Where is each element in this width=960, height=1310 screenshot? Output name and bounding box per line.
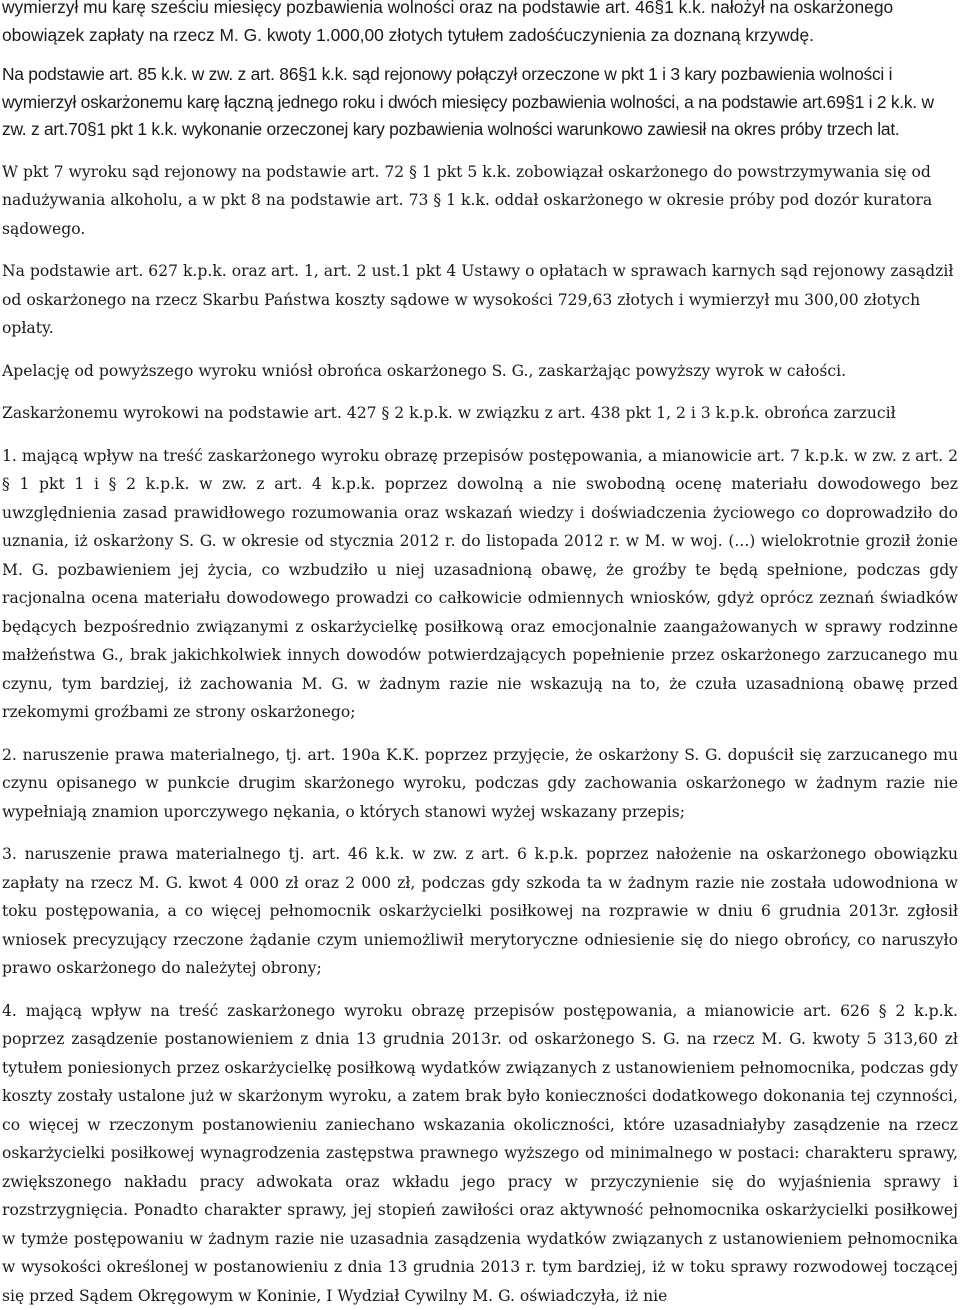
paragraph-gap: [0, 343, 960, 357]
paragraph-appeal-grounds-intro: Zaskarżonemu wyrokowi na podstawie art. 427 § 2 k.p.k. w związku z art. 438 pkt 1, 2 i 3 k.p.k. obrońca zarzucił: [0, 399, 960, 428]
appeal-ground-3: 3. naruszenie prawa materialnego tj. art. 46 k.k. w zw. z art. 6 k.p.k. poprzez nałożenie na oskarżonego obowiązku zapłaty na rzecz M. G. kwot 4 000 zł oraz 2 000 zł, podczas gdy szkoda ta w żadnym razie nie została udowodniona w toku postępowania, a co więcej pełnomocnik oskarżycielki posiłkowej na rozprawie w dniu 6 grudnia 2013r. zgłosił wniosek precyzujący rzeczone żądanie czym uniemożliwił merytoryczne odniesienie się do niego obrońcy, co naruszyło prawo oskarżonego do należytej obrony;: [0, 840, 960, 983]
paragraph-probation-obligations: W pkt 7 wyroku sąd rejonowy na podstawie art. 72 § 1 pkt 5 k.k. zobowiązał oskarżonego do powstrzymywania się od nadużywania alkoholu, a w pkt 8 na podstawie art. 73 § 1 k.k. oddał oskarżonego w okresie próby pod dozór kuratora sądowego.: [0, 158, 960, 244]
paragraph-gap: [0, 49, 960, 61]
paragraph-gap: [0, 385, 960, 399]
appeal-ground-2: 2. naruszenie prawa materialnego, tj. art. 190a K.K. poprzez przyjęcie, że oskarżony S. G. dopuścił się zarzucanego mu czynu opisanego w punkcie drugim skarżonego wyroku, podczas gdy zachowania oskarżonego w żadnym razie nie wypełniają znamion uporczywego nękania, o których stanowi wyżej wskazany przepis;: [0, 741, 960, 827]
paragraph-gap: [0, 826, 960, 840]
appeal-ground-4: 4. mającą wpływ na treść zaskarżonego wyroku obrazę przepisów postępowania, a mianowicie art. 626 § 2 k.p.k. poprzez zasądzenie postanowieniem z dnia 13 grudnia 2013r. od oskarżonego S. G. na rzecz M. G. kwoty 5 313,60 zł tytułem poniesionych przez oskarżycielkę posiłkową wydatków związanych z ustanowieniem pełnomocnika, podczas gdy koszty zostały ustalone już w skarżonym wyroku, a zatem brak było konieczności dodatkowego dokonania tej czynności, co więcej w rzeczonym postanowieniu zaniechano wskazania okoliczności, które uzasadniałyby zasądzenie na rzecz oskarżycielki posiłkowej wynagrodzenia zastępstwa prawnego wyższego od minimalnego w postaci: charakteru sprawy, zwiększonego nakładu pracy adwokata oraz wkładu jego pracy w przyczynienie się do wyjaśnienia sprawy i rozstrzygnięcia. Ponadto charakter sprawy, jej stopień zawiłości oraz aktywność pełnomocnika oskarżycielki posiłkowej w tymże postępowaniu w żadnym razie nie uzasadnia zasądzenia wydatków związanych z ustanowieniem pełnomocnika w wysokości określonej w postanowieniu z dnia 13 grudnia 2013 r. tym bardziej, iż w toku sprawy rozwodowej toczącej się przed Sądem Okręgowym w Koninie, I Wydział Cywilny M. G. oświadczyła, iż nie: [0, 997, 960, 1310]
paragraph-gap: [0, 144, 960, 158]
paragraph-sentence-fragment: wymierzył mu karę sześciu miesięcy pozbawienia wolności oraz na podstawie art. 46§1 k.k. nałożył na oskarżonego obowiązek zapłaty na rzecz M. G. kwoty 1.000,00 złotych tytułem zadośćuczynienia za doznaną krzywdę.: [0, 0, 960, 49]
paragraph-appeal: Apelację od powyższego wyroku wniósł obrońca oskarżonego S. G., zaskarżając powyższy wyrok w całości.: [0, 357, 960, 386]
paragraph-gap: [0, 727, 960, 741]
paragraph-gap: [0, 243, 960, 257]
paragraph-court-costs: Na podstawie art. 627 k.p.k. oraz art. 1, art. 2 ust.1 pkt 4 Ustawy o opłatach w sprawach karnych sąd rejonowy zasądził od oskarżonego na rzecz Skarbu Państwa koszty sądowe w wysokości 729,63 złotych i wymierzył mu 300,00 złotych opłaty.: [0, 257, 960, 343]
paragraph-gap: [0, 983, 960, 997]
appeal-ground-1: 1. mającą wpływ na treść zaskarżonego wyroku obrazę przepisów postępowania, a mianowicie art. 7 k.p.k. w zw. z art. 2 § 1 pkt 1 i § 2 k.p.k. w zw. z art. 4 k.p.k. poprzez dowolną a nie swobodną ocenę materiału dowodowego bez uwzględnienia zasad prawidłowego rozumowania oraz wskazań wiedzy i doświadczenia życiowego co doprowadziło do uznania, iż oskarżony S. G. w okresie od stycznia 2012 r. do listopada 2012 r. w M. w woj. (...) wielokrotnie groził żonie M. G. pozbawieniem jej życia, co wzbudziło u niej uzasadnioną obawę, że groźby te będą spełnione, podczas gdy racjonalna ocena materiału dowodowego prowadzi co całkowicie odmiennych wniosków, gdyż oprócz zeznań świadków będących bezpośrednio związanymi z oskarżycielkę posiłkową oraz emocjonalnie zaangażowanych w sprawy rodzinne małżeństwa G., brak jakichkolwiek innych dowodów potwierdzających popełnienie przez oskarżonego zarzucanego mu czynu, tym bardziej, iż zachowania M. G. w żadnym razie nie wskazują na to, że czuła uzasadnioną obawę przed rzekomymi groźbami ze strony oskarżonego;: [0, 442, 960, 727]
paragraph-joint-sentence: Na podstawie art. 85 k.k. w zw. z art. 86§1 k.k. sąd rejonowy połączył orzeczone w pkt 1 i 3 kary pozbawienia wolności i wymierzył oskarżonemu karę łączną jednego roku i dwóch miesięcy pozbawienia wolności, a na podstawie art.69§1 i 2 k.k. w zw. z art.70§1 pkt 1 k.k. wykonanie orzeczonej kary pozbawienia wolności warunkowo zawiesił na okres próby trzech lat.: [0, 61, 960, 144]
paragraph-gap: [0, 428, 960, 442]
